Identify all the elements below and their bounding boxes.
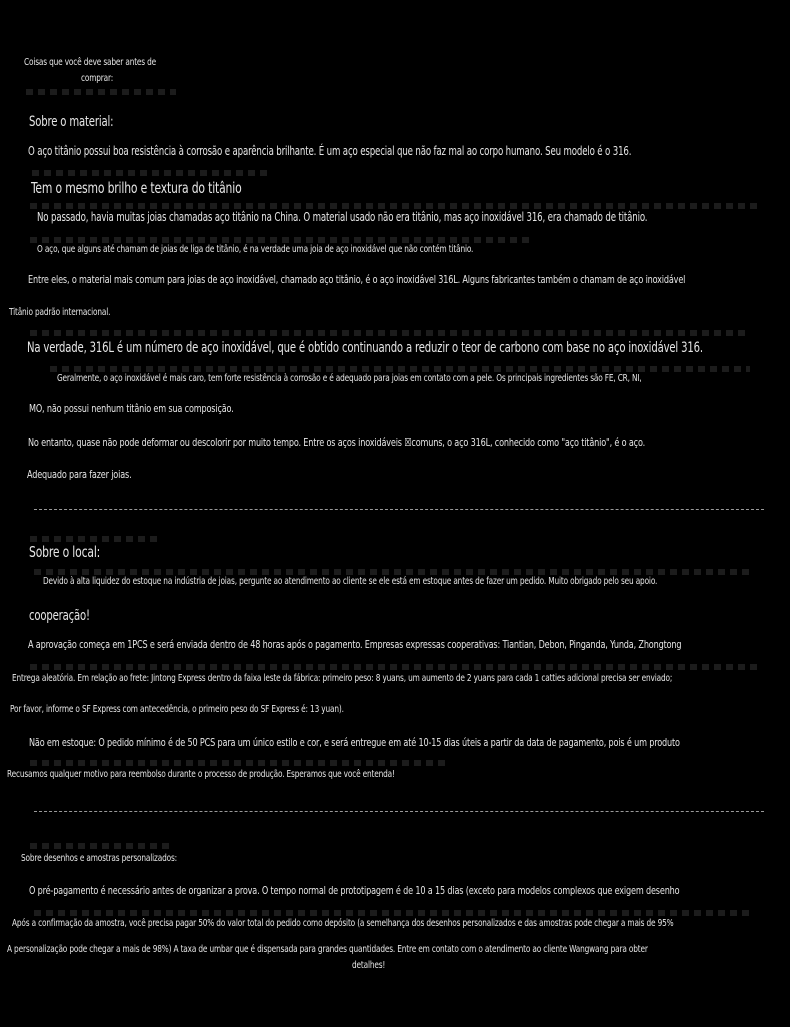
material-paragraph-8: MO, não possui nenhum titânio em sua composição. [29, 402, 234, 415]
ghost-text-artifact [50, 366, 750, 372]
material-paragraph-10: Adequado para fazer joias. [27, 468, 132, 481]
location-paragraph-7: Recusamos qualquer motivo para reembolso durante o processo de produção. Esperamos que você entenda! [7, 769, 395, 780]
location-paragraph-4: Entrega aleatória. Em relação ao frete: Jintong Express dentro da faixa leste da fábrica: primeiro peso: 8 yuans, um aumento de 2 yuans para cada 1 catties adicional precisa ser enviado; [12, 673, 673, 684]
location-paragraph-1: Devido à alta liquidez do estoque na indústria de joias, pergunte ao atendimento ao cliente se ele está em estoque antes de fazer um pedido. Muito obrigado pelo seu apoio. [43, 576, 658, 587]
location-paragraph-5: Por favor, informe o SF Express com antecedência, o primeiro peso do SF Express é: 13 yuan). [10, 704, 344, 715]
location-paragraph-3: A aprovação começa em 1PCS e será enviada dentro de 48 horas após o pagamento. Empresas expressas cooperativas: Tiantian, Debon, Pinganda, Yunda, Zhongtong [28, 638, 682, 651]
location-heading: Sobre o local: [29, 543, 101, 561]
material-paragraph-4: Entre eles, o material mais comum para joias de aço inoxidável, chamado aço titânio, é o aço inoxidável 316L. Alguns fabricantes também o chamam de aço inoxidável [28, 273, 686, 286]
material-paragraph-6: Na verdade, 316L é um número de aço inoxidável, que é obtido continuando a reduzir o teor de carbono com base no aço inoxidável 316. [27, 340, 703, 356]
material-paragraph-1: O aço titânio possui boa resistência à corrosão e aparência brilhante. É um aço especial que não faz mal ao corpo humano. Seu modelo é o 316. [28, 144, 632, 158]
custom-paragraph-3: A personalização pode chegar a mais de 98%) A taxa de umbar que é dispensada para grandes quantidades. Entre em contato com o atendimento ao cliente Wangwang para obter [7, 944, 648, 955]
location-paragraph-2: cooperação! [29, 608, 90, 624]
ghost-text-artifact [26, 89, 176, 95]
material-subheading: Tem o mesmo brilho e textura do titânio [31, 179, 242, 197]
location-paragraph-6: Não em estoque: O pedido mínimo é de 50 PCS para um único estilo e cor, e será entregue em até 10-15 dias úteis a partir da data de pagamento, pois é um produto [29, 736, 680, 749]
ghost-text-artifact [30, 843, 170, 849]
material-paragraph-2: No passado, havia muitas joias chamadas aço titânio na China. O material usado não era titânio, mas aço inoxidável 316, era chamado de titânio. [37, 210, 648, 224]
ghost-text-artifact [30, 664, 760, 670]
intro-title-line1: Coisas que você deve saber antes de [24, 57, 157, 68]
ghost-text-artifact [30, 203, 760, 209]
ghost-text-artifact [34, 910, 754, 916]
custom-heading: Sobre desenhos e amostras personalizados: [21, 853, 177, 864]
material-heading: Sobre o material: [29, 114, 114, 130]
material-paragraph-9: No entanto, quase não pode deformar ou descolorir por muito tempo. Entre os aços inoxidáveis ☒comuns, o aço 316L, conhecido como "aço titânio", é o aço. [28, 436, 646, 449]
ghost-text-artifact [30, 536, 160, 542]
ghost-text-artifact [30, 237, 530, 243]
custom-paragraph-4: detalhes! [352, 960, 386, 971]
ghost-text-artifact [32, 170, 272, 176]
custom-paragraph-1: O pré-pagamento é necessário antes de organizar a prova. O tempo normal de prototipagem é de 10 a 15 dias (exceto para modelos complexos que exigem desenho [29, 884, 680, 897]
section-divider [34, 811, 764, 812]
ghost-text-artifact [30, 330, 750, 336]
custom-paragraph-2: Após a confirmação da amostra, você precisa pagar 50% do valor total do pedido como depósito (a semelhança dos desenhos personalizados e das amostras pode chegar a mais de 95% [12, 918, 674, 929]
ghost-text-artifact [30, 760, 450, 766]
material-paragraph-3: O aço, que alguns até chamam de joias de liga de titânio, é na verdade uma joia de aço inoxidável que não contém titânio. [37, 244, 474, 255]
material-paragraph-5: Titânio padrão internacional. [9, 307, 111, 318]
material-paragraph-7: Geralmente, o aço inoxidável é mais caro, tem forte resistência à corrosão e é adequado para joias em contato com a pele. Os principais ingredientes são FE, CR, NI, [57, 373, 642, 384]
ghost-text-artifact [34, 569, 754, 575]
intro-title-line2: comprar: [81, 73, 114, 84]
section-divider [34, 509, 764, 510]
